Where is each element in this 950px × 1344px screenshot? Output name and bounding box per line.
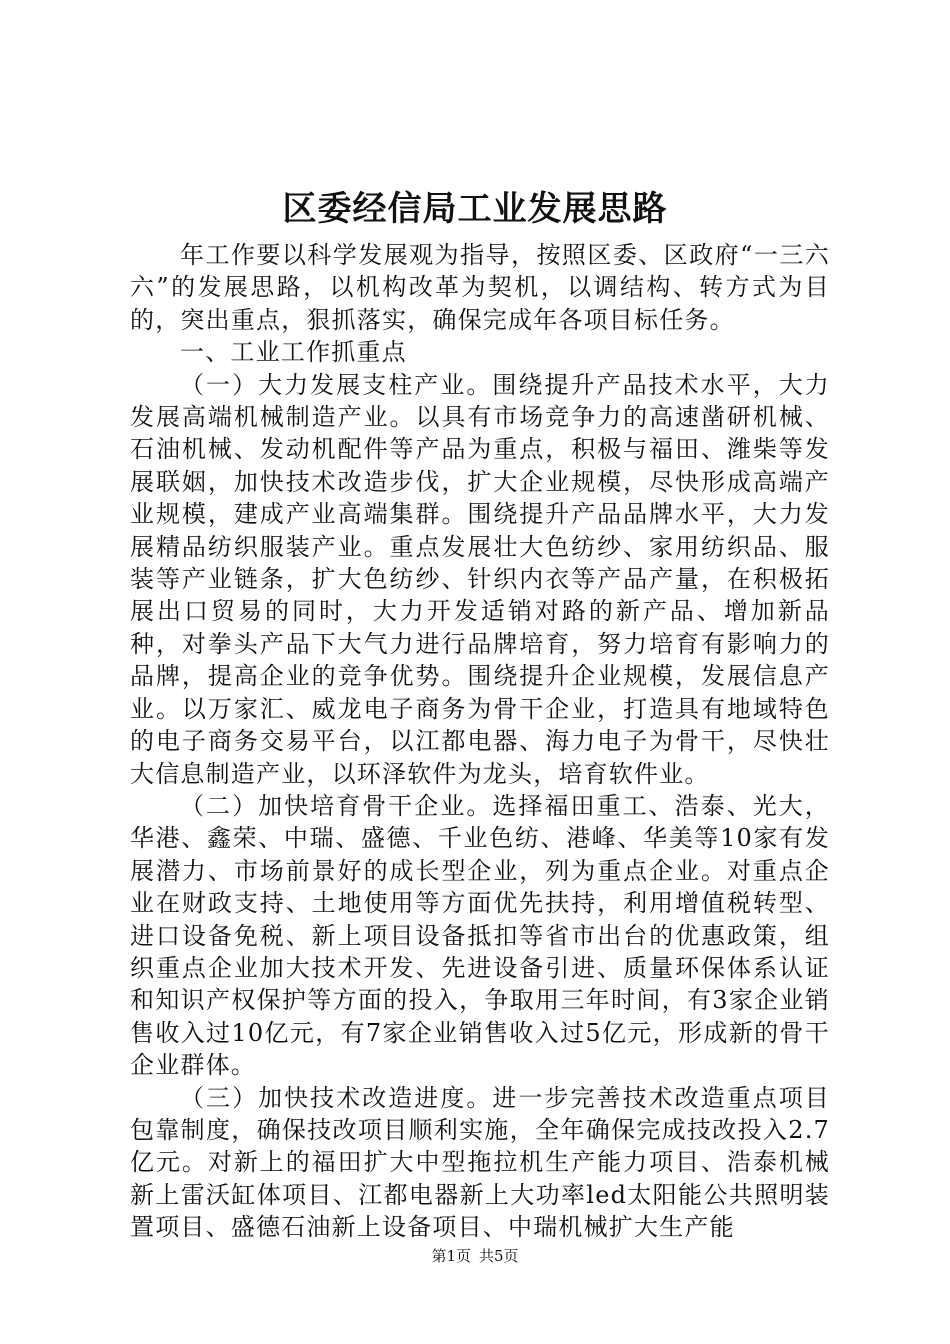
paragraph-key-enterprises: （二）加快培育骨干企业。选择福田重工、浩泰、光大，华港、鑫荣、中瑞、盛德、千业色纺、港峰、华美等10家有发展潜力、市场前景好的成长型企业，列为重点企业。对重点企业在财政支持、土地使用等方面优先扶持，利用增值税转型、进口设备免税、新上项目设备抵扣等省市出台的优惠政策，组织重点企业加大技术开发、先进设备引进、质量环保体系认证和知识产权保护等方面的投入，争取用三年时间，有3家企业销售收入过10亿元，有7家企业销售收入过5亿元，形成新的骨干企业群体。	[130, 791, 830, 1080]
document-title: 区委经信局工业发展思路	[282, 189, 668, 229]
page-number: 第1页	[431, 1247, 471, 1265]
section-heading: 一、工业工作抓重点	[180, 338, 407, 367]
page-total: 共5页	[479, 1247, 519, 1265]
paragraph-pillar-industries: （一）大力发展支柱产业。围绕提升产品技术水平，大力发展高端机械制造产业。以具有市场竞争力的高速凿研机械、石油机械、发动机配件等产品为重点，积极与福田、潍柴等发展联姻，加快技术改造步伐，扩大企业规模，尽快形成高端产业规模，建成产业高端集群。围绕提升产品品牌水平，大力发展精品纺织服装产业。重点发展壮大色纺纱、家用纺织品、服装等产业链条，扩大色纺纱、针织内衣等产品产量，在积极拓展出口贸易的同时，大力开发适销对路的新产品、增加新品种，对拳头产品下大气力进行品牌培育，努力培育有影响力的品牌，提高企业的竞争优势。围绕提升企业规模，发展信息产业。以万家汇、威龙电子商务为骨干企业，打造具有地域特色的电子商务交易平台，以江都电器、海力电子为骨干，尽快壮大信息制造产业，以环泽软件为龙头，培育软件业。	[130, 370, 830, 788]
page-footer	[0, 1246, 950, 1266]
paragraph-technical-upgrade: （三）加快技术改造进度。进一步完善技术改造重点项目包靠制度，确保技改项目顺利实施，全年确保完成技改投入2.7亿元。对新上的福田扩大中型拖拉机生产能力项目、浩泰机械新上雷沃缸体项目、江都电器新上大功率led太阳能公共照明装置项目、盛德石油新上设备项目、中瑞机械扩大生产能	[130, 1083, 830, 1242]
document-body	[130, 239, 830, 1244]
paragraph-intro: 年工作要以科学发展观为指导，按照区委、区政府“一三六六”的发展思路，以机构改革为契机，以调结构、转方式为目的，突出重点，狠抓落实，确保完成年各项目标任务。	[130, 241, 830, 334]
